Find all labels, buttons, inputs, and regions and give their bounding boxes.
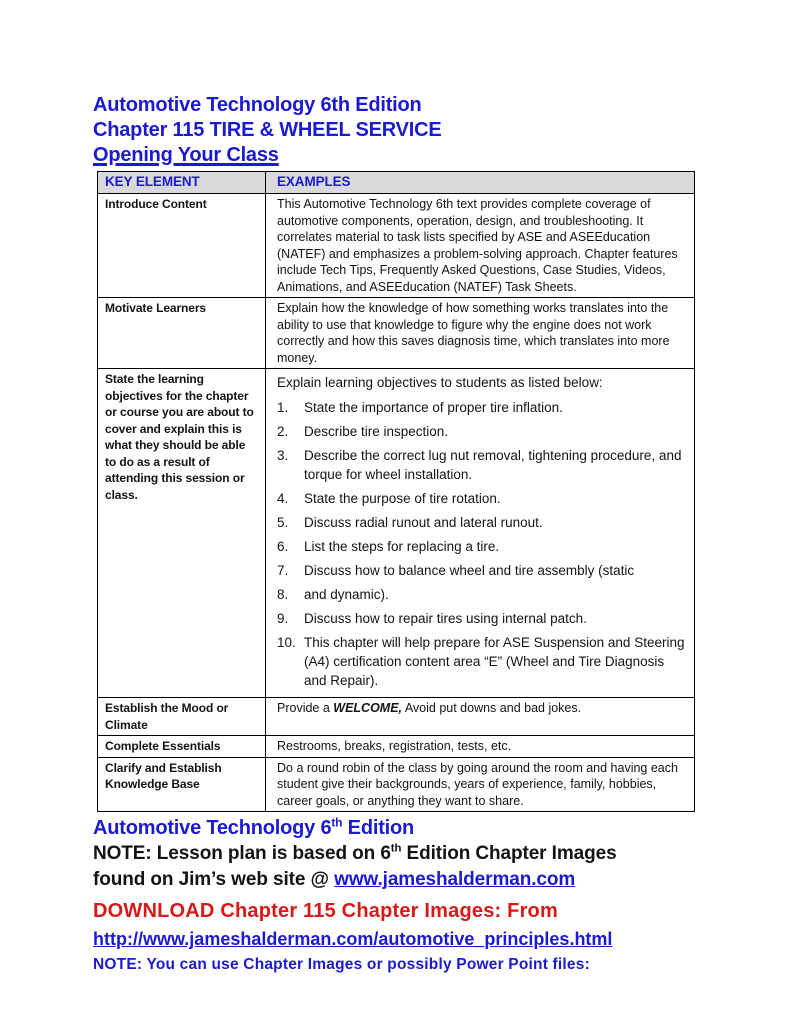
footer-note-line2: found on Jim’s web site @ www.jameshalderman.com	[93, 869, 576, 890]
row-key-motivate-learners: Motivate Learners	[98, 298, 266, 369]
footer-notes	[93, 816, 751, 975]
objective-item: 10. This chapter will help prepare for ASE Suspension and Steering (A4) certification content area “E” (Wheel and Tire Diagnosis and Repair).	[277, 635, 685, 688]
jameshalderman-link[interactable]: www.jameshalderman.com	[334, 869, 576, 890]
row-key-complete-essentials: Complete Essentials	[98, 736, 266, 758]
row-key-clarify-knowledge: Clarify and Establish Knowledge Base	[98, 757, 266, 812]
objective-item: 3. Describe the correct lug nut removal, tightening procedure, and torque for wheel installation.	[277, 448, 682, 482]
table-row	[98, 194, 695, 298]
objective-item: 1. State the importance of proper tire inflation.	[277, 400, 563, 415]
objective-item: 2. Describe tire inspection.	[277, 424, 449, 439]
doc-title-line2: Chapter 115 TIRE & WHEEL SERVICE	[93, 119, 442, 141]
objective-item: 8. and dynamic).	[277, 587, 389, 602]
superscript-th: th	[331, 815, 343, 830]
row-example-complete-essentials: Restrooms, breaks, registration, tests, etc.	[266, 736, 695, 758]
examples-header: EXAMPLES	[266, 172, 695, 194]
row-key-learning-objectives: State the learning objectives for the chapter or course you are about to cover and explain this is what they should be able to do as a result of attending this session or class.	[98, 369, 266, 698]
doc-subtitle-opening-your-class: Opening Your Class	[93, 144, 279, 166]
table-row	[98, 698, 695, 736]
row-example-introduce-content: This Automotive Technology 6th text provides complete coverage of automotive components, operation, design, and troubleshooting. It correlates material to task lists specified by ASE and ASEEducation (NATEF) and emphasizes a problem-solving approach. Chapter features include Tech Tips, Frequently Asked Questions, Case Studies, Videos, Animations, and ASEEducation (NATEF) Task Sheets.	[266, 194, 695, 298]
table-header-row	[98, 172, 695, 194]
objective-item: 7. Discuss how to balance wheel and tire assembly (static	[277, 563, 635, 578]
row-key-introduce-content: Introduce Content	[98, 194, 266, 298]
table-row	[98, 369, 695, 698]
table-row	[98, 736, 695, 758]
key-element-header: KEY ELEMENT	[98, 172, 266, 194]
objective-item: 4. State the purpose of tire rotation.	[277, 491, 501, 506]
table-row	[98, 298, 695, 369]
welcome-emphasis: WELCOME,	[333, 701, 403, 715]
objectives-intro: Explain learning objectives to students as listed below:	[277, 375, 603, 390]
objective-item: 9. Discuss how to repair tires using internal patch.	[277, 611, 587, 626]
footer-edition-title: Automotive Technology 6th Edition	[93, 815, 415, 839]
objective-item: 5. Discuss radial runout and lateral runout.	[277, 515, 543, 530]
table-row	[98, 757, 695, 812]
footer-note-powerpoint: NOTE: You can use Chapter Images or possibly Power Point files:	[93, 956, 590, 973]
row-example-clarify-knowledge: Do a round robin of the class by going around the room and having each student give their backgrounds, years of experience, family, hobbies, career goals, or anything they want to share.	[266, 757, 695, 812]
superscript-th: th	[390, 842, 402, 855]
row-example-learning-objectives	[266, 369, 695, 698]
row-example-establish-mood: Provide a WELCOME, Avoid put downs and bad jokes.	[266, 698, 695, 736]
row-example-motivate-learners: Explain how the knowledge of how something works translates into the ability to use that knowledge to figure why the engine does not work correctly and how this saves diagnosis time, which translates into more money.	[266, 298, 695, 369]
footer-note-line1: NOTE: Lesson plan is based on 6th Edition Chapter Images	[93, 842, 617, 864]
doc-title-line1: Automotive Technology 6th Edition	[93, 94, 422, 116]
download-instruction: DOWNLOAD Chapter 115 Chapter Images: From	[93, 900, 558, 922]
objective-item: 6. List the steps for replacing a tire.	[277, 539, 500, 554]
key-element-table	[97, 171, 695, 812]
download-url-line	[93, 928, 751, 951]
automotive-principles-link[interactable]: http://www.jameshalderman.com/automotive_principles.html	[93, 929, 613, 949]
row-key-establish-mood: Establish the Mood or Climate	[98, 698, 266, 736]
